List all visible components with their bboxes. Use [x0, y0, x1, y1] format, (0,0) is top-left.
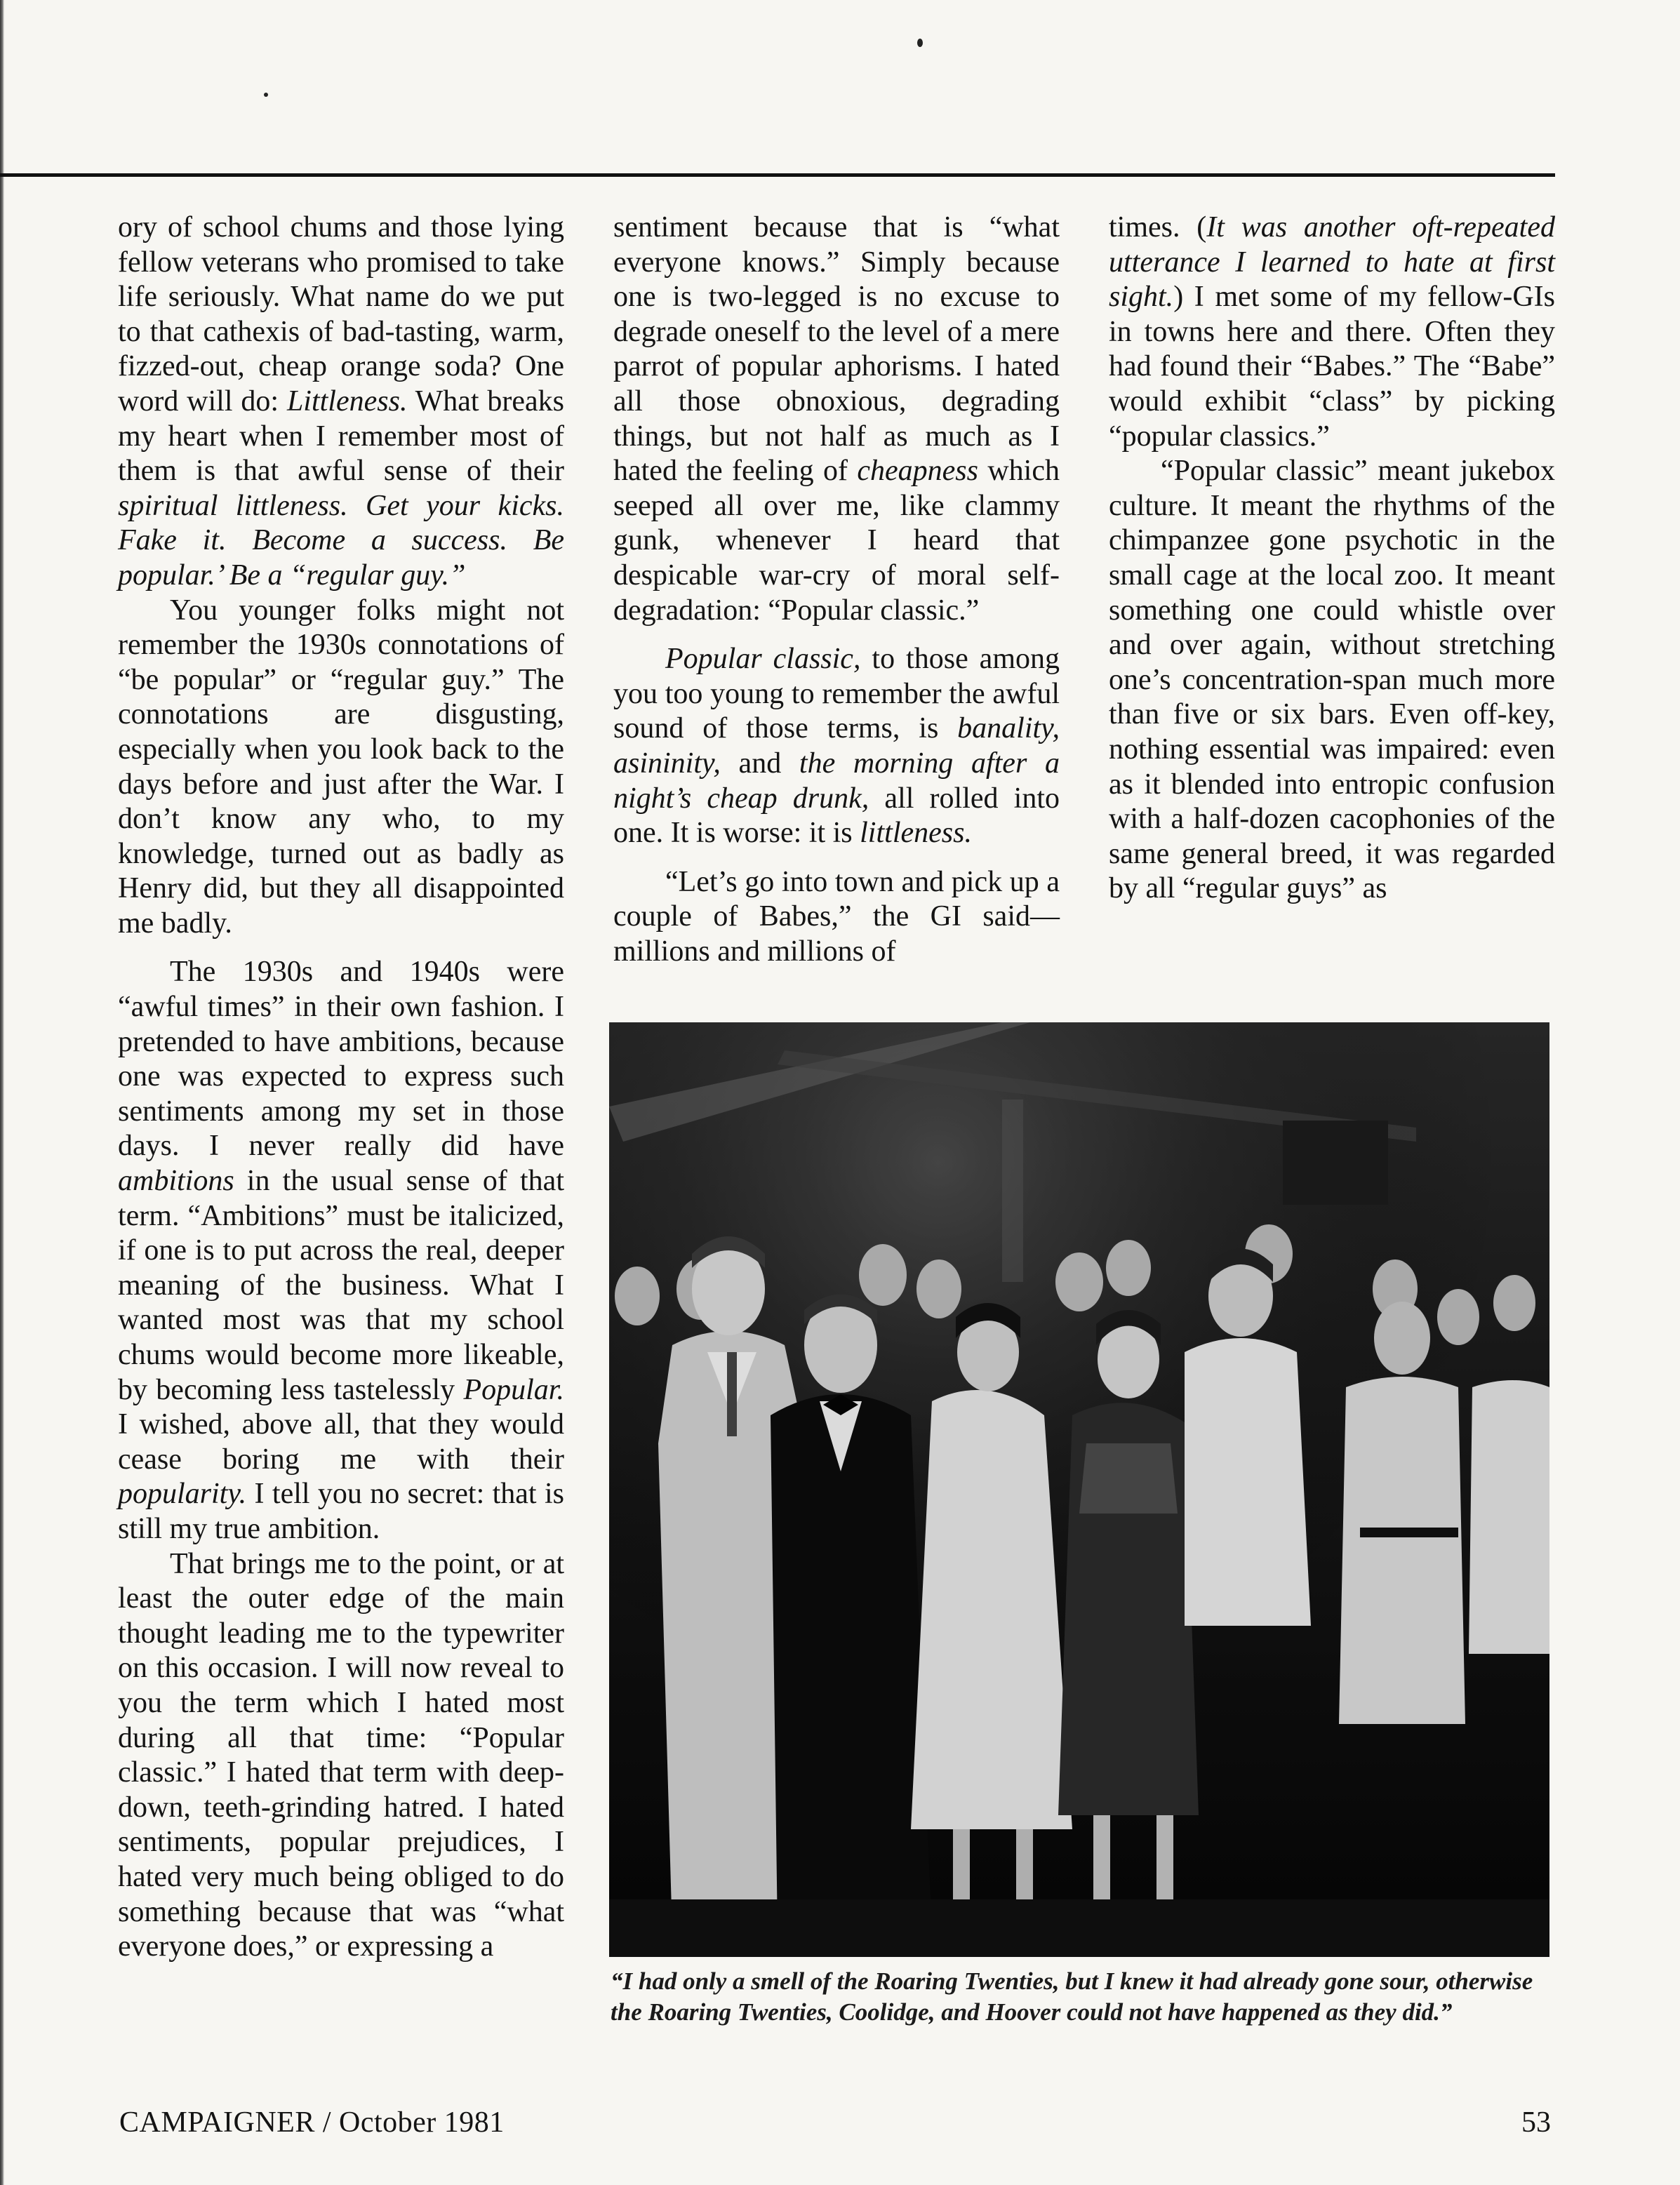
publication-footer: CAMPAIGNER / October 1981	[119, 2106, 505, 2139]
roaring-twenties-photo	[609, 1022, 1549, 1957]
paragraph: ory of school chums and those lying fellow veterans who promised to take life seriously. What name do we put to that cathexis of bad-tasting, warm, fizzed-out, cheap orange soda? One word will do: Littleness. What breaks my heart when I remember most of them is that awful sense of their spiritual littleness. Get your kicks. Fake it. Become a success. Be popular.’ Be a “regular guy.”	[118, 211, 564, 592]
paragraph: “Popular classic” meant jukebox culture. It meant the rhythms of the chimpanzee gone psychotic in the small cage at the local zoo. It meant something one could whistle over and over again, without stretching one’s concentration-span much more than five or six bars. Even off-key, nothing essential was impaired: even as it blended into entropic confusion with a half-dozen cacophonies of the same general breed, it was regarded by all “regular guys” as	[1109, 455, 1555, 905]
text-column-2	[613, 211, 1060, 969]
paragraph: Popular classic, to those among you too young to remember the awful sound of those terms, is banality, asininity, and the morning after a night’s cheap drunk, all rolled into one. It is worse: it is littleness.	[613, 643, 1060, 850]
paragraph: sentiment because that is “what everyone knows.” Simply because one is two-legged is no excuse to degrade oneself to the level of a mere parrot of popular aphorisms. I hated all those obnoxious, degrading things, but not half as much as I hated the feeling of cheapness which seeped all over me, like clammy gunk, whenever I heard that despicable war-cry of moral self-degradation: “Popular classic.”	[613, 211, 1060, 627]
header-rule	[0, 173, 1555, 177]
photo-illustration	[609, 1022, 1549, 1957]
text-column-3	[1109, 211, 1555, 907]
print-speck	[264, 93, 268, 97]
text-column-1	[118, 211, 564, 1965]
binding-edge	[0, 0, 4, 2185]
print-speck	[917, 39, 923, 47]
paragraph: You younger folks might not remember the 1930s connotations of “be popular” or “regular guy.” The connotations are disgusting, especially when you look back to the days before and just after the War. I don’t know any who, to my knowledge, turned out as badly as Henry did, but they all disappointed me badly.	[118, 594, 564, 940]
photo-caption: “I had only a smell of the Roaring Twenties, but I knew it had already gone sour, otherwise the Roaring Twenties, Coolidge, and Hoover could not have happened as they did.”	[611, 1967, 1533, 2026]
paragraph: The 1930s and 1940s were “awful times” in their own fashion. I pretended to have ambitions, because one was expected to express such sentiments among my set in those days. I never really did have ambitions in the usual sense of that term. “Ambitions” must be italicized, if one is to put across the real, deeper meaning of the business. What I wanted most was that my school chums would become more likeable, by becoming less tastelessly Popular. I wished, above all, that they would cease boring me with their popularity. I tell you no secret: that is still my true ambition.	[118, 956, 564, 1545]
paragraph: That brings me to the point, or at least the outer edge of the main thought leading me to the typewriter on this occasion. I will now reveal to you the term which I hated most during all that time: “Popular classic.” I hated that term with deep-down, teeth-grinding hatred. I hated sentiments, popular prejudices, I hated very much being obliged to do something because that was “what everyone does,” or expressing a	[118, 1547, 564, 1963]
paragraph: “Let’s go into town and pick up a couple of Babes,” the GI said—millions and millions of	[613, 865, 1060, 968]
paragraph: times. (It was another oft-repeated utterance I learned to hate at first sight.) I met some of my fellow-GIs in towns here and there. Often they had found their “Babes.” The “Babe” would exhibit “class” by picking “popular classics.”	[1109, 211, 1555, 453]
page-number: 53	[1521, 2106, 1551, 2139]
